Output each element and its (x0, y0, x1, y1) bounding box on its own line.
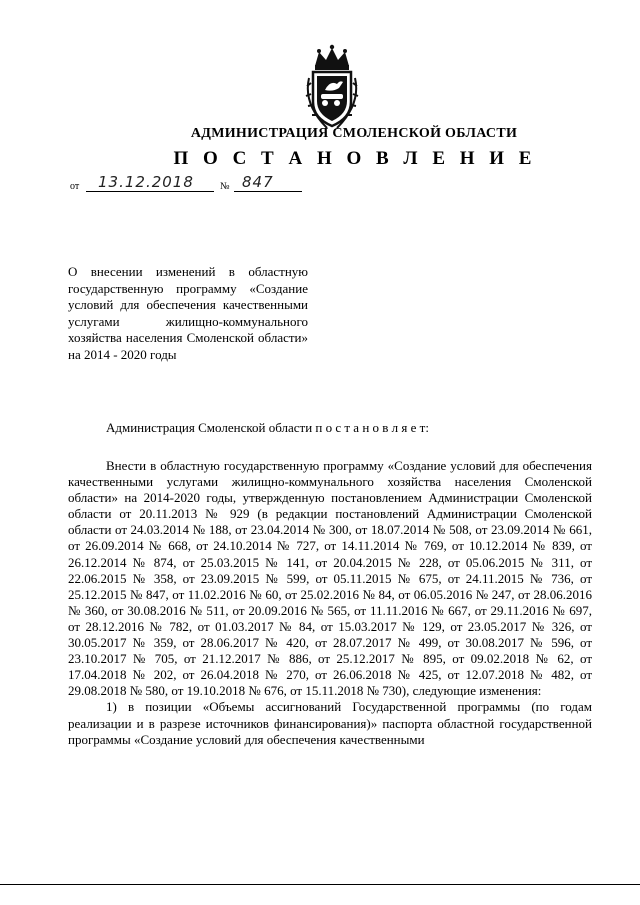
coat-of-arms-icon (297, 44, 367, 130)
date-number-line (70, 172, 330, 196)
body-paragraph: Внести в областную государственную программу «Создание условий для обеспечения качественными услугами жилищно-коммунального хозяйства населения Смоленской области» на 2014-2020 годы, утвержденную постановлением Администрации Смоленской области от 20.11.2013 № 929 (в редакции постановлений Администрации Смоленской области от 24.03.2014 № 188, от 23.04.2014 № 300, от 18.07.2014 № 508, от 23.09.2014 № 661, от 26.09.2014 № 668, от 24.10.2014 № 727, от 14.11.2014 № 769, от 10.12.2014 № 839, от 26.12.2014 № 874, от 25.03.2015 № 141, от 20.04.2015 № 228, от 05.06.2015 № 311, от 22.06.2015 № 358, от 23.09.2015 № 599, от 05.11.2015 № 675, от 24.11.2015 № 736, от 25.12.2015 № 847, от 11.02.2016 № 60, от 25.02.2016 № 84, от 06.05.2016 № 247, от 28.06.2016 № 360, от 30.08.2016 № 511, от 20.09.2016 № 565, от 11.11.2016 № 667, от 29.11.2016 № 697, от 28.12.2016 № 782, от 01.03.2017 № 84, от 15.03.2017 № 129, от 23.05.2017 № 326, от 30.05.2017 № 359, от 28.06.2017 № 420, от 28.07.2017 № 499, от 30.08.2017 № 596, от 23.10.2017 № 705, от 21.12.2017 № 886, от 25.12.2017 № 895, от 09.02.2018 № 62, от 17.04.2018 № 202, от 26.04.2018 № 270, от 26.06.2018 № 425, от 12.07.2018 № 482, от 29.08.2018 № 580, от 19.10.2018 № 676, от 15.11.2018 № 730), следующие изменения: (68, 458, 592, 699)
number-value: 847 (242, 173, 274, 191)
number-label: № (220, 181, 230, 192)
date-underline (86, 191, 214, 192)
agency-name: АДМИНИСТРАЦИЯ СМОЛЕНСКОЙ ОБЛАСТИ (190, 126, 518, 141)
date-value: 13.12.2018 (98, 173, 194, 191)
body-paragraph: 1) в позиции «Объемы ассигнований Государственной программы (по годам реализации и в разрезе источников финансирования)» паспорта областной государственной программы «Создание условий для обеспечения качественными (68, 699, 592, 747)
document-subject: О внесении изменений в областную государственную программу «Создание условий для обеспечения качественными услугами жилищно-коммунального хозяйства населения Смоленской области» на 2014 - 2020 годы (68, 264, 308, 362)
date-label: от (70, 181, 80, 192)
document-body (68, 458, 592, 748)
document-type-title: П О С Т А Н О В Л Е Н И Е (173, 148, 537, 169)
number-underline (234, 191, 302, 192)
decree-statement: Администрация Смоленской области п о с т а н о в л я е т: (106, 420, 429, 435)
page-bottom-rule (0, 884, 640, 885)
